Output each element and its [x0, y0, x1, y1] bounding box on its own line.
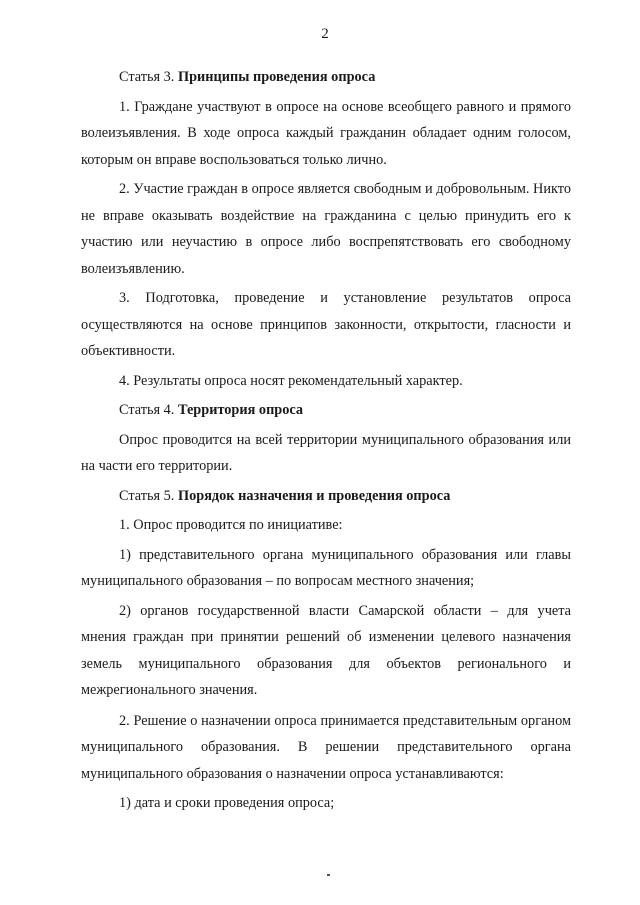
article-3-heading: [81, 64, 571, 91]
article-3-title: Принципы проведения опроса: [177, 69, 376, 85]
article-4-title: Территория опроса: [177, 402, 304, 418]
article-5-prefix: Статья 5.: [119, 487, 178, 504]
article-3-prefix: Статья 3.: [119, 69, 178, 85]
document-body: [81, 64, 571, 817]
article-4-heading: [81, 397, 571, 424]
scan-speck: [327, 874, 330, 876]
article-4-prefix: Статья 4.: [119, 402, 178, 418]
article-5-item-2-1: 1) дата и сроки проведения опроса;: [119, 795, 335, 811]
article-5-paragraph-1: 1. Опрос проводится по инициативе:: [119, 517, 343, 533]
page-number: 2: [321, 26, 329, 42]
article-3-paragraph-1: 1. Граждане участвуют в опросе на основе всеобщего равного и прямого волеизъявления. В ходе опроса каждый гражданин обладает одним голосом, которым он вправе воспользоваться только лично.: [81, 98, 571, 168]
article-5-item-1-2: 2) органов государственной власти Самарской области – для учета мнения граждан при принятии решений об изменении целевого назначения земель муниципального образования для объектов регионального и межрегионального значения.: [81, 602, 571, 698]
article-5-title: Порядок назначения и проведения опроса: [177, 487, 451, 504]
article-3-paragraph-4: 4. Результаты опроса носят рекомендательный характер.: [119, 372, 463, 389]
article-3-paragraph-3: 3. Подготовка, проведение и установление результатов опроса осуществляются на основе принципов законности, открытости, гласности и объективности.: [81, 290, 571, 359]
article-5-heading: [81, 483, 571, 510]
article-3-paragraph-2: 2. Участие граждан в опросе является свободным и добровольным. Никто не вправе оказывать воздействие на гражданина с целью принудить его к участию или неучастию в опросе либо воспрепятствовать его свободному волеизъявлению.: [81, 181, 571, 277]
article-4-paragraph-1: Опрос проводится на всей территории муниципального образования или на части его территории.: [81, 431, 571, 474]
article-5-paragraph-2: 2. Решение о назначении опроса принимается представительным органом муниципального образования. В решении представительного органа муниципального образования о назначении опроса устанавливаются:: [81, 712, 571, 782]
article-5-item-1-1: 1) представительного органа муниципального образования или главы муниципального образования – по вопросам местного значения;: [81, 546, 571, 589]
